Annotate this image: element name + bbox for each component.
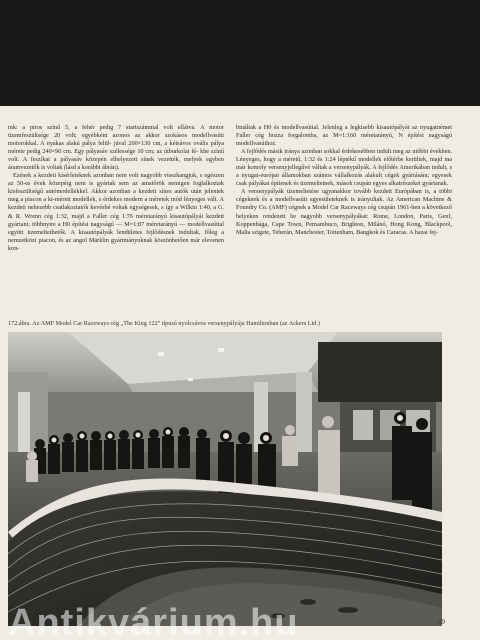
page-number: 69	[438, 618, 445, 626]
figure-caption: 172.ábra. Az AMF Model Car Raceways cég „The King 122" típusú nyolcsávos versenypályája Hamiltonban (az Ackers Ltd.)	[8, 320, 320, 327]
right-paragraph-3: A versenypályák üzemeltetése ugyanakkor tovább kezdett Európában is, a többi cégeknek és a modellvasúti egyesületeknek is irányultak. Az American Machine & Foundry Co. (AMF) cégnek a Model Car Raceways cég csupán 1961-ben a következő helyeken rendezett be nagyobb versenypályákat: Rome, London, Paris, Genf, Koppenhága, Cape Town, Pernambuco, Brighton, Milánó, Hong Kong, Blackpool, Malta szigete, Teherán, Manchester, Tottenham, Bangkok és Caracas. A hazai fej-	[236, 188, 452, 236]
watermark-text: Antikvárium.hu	[8, 602, 299, 640]
left-paragraph-2: Ezének a kezdeti kísérleteknek azonban nem volt nagyobb visszhangjuk, s egészen az 50-es évek közepéig nem is gyártak sem az amatőrök nemigen foglalkoztak kisfeszültségű autómodellekkel. Akkor azonban a kezdeti sínes autók után jelentek meg a piacon a ki-mérett modellek, s érdekes modern a méretek mód lényeges vált. A kezdeti nehezebb csatlakoztatók kevésbé voltak egységesek, s így a Wilkin 1:40, a G. & R. Wrenn cég 1:32, majd a Faller cég 1:76 méretarányú kisautópályái kezdett gyártani; többnyire a H0 építési nagyságú — M=1:87 méretarányú — modellvasúttal együtt üzemeltethetők. A kisautópályák lendületes fejlődésnek indultak, főleg a nemzetközi piacon, és az angol Märklin gyártmányuknak köszönhetően már elevenen kon-	[8, 172, 224, 252]
book-page	[0, 106, 480, 640]
left-paragraph-1: mk: a piros színű 5, a fehér pedig 7 startszámmal volt ellátva. A motor üzemfeszültsége 20 volt; egyébként azonos az akkor szokásos modellvasúti motorokkal. A nyakas alakú pálya felül- jával 200×130 cm, a kétsávos ovális pálya mérete pedig 240×90 cm. Egy pályasáv szélessége 10 cm; az útburkolat fé- kbe színű volt. A feszíkat a pályasáv közepén elhelyezett sínek vezették, melyek egyben áramvezetők is voltak (lásd a korábbi ábrán).	[8, 124, 224, 172]
raceway-photograph	[8, 332, 442, 626]
right-paragraph-1: bináltak a H0 és modellvasúttal. Jelenleg a legkisebb kisautópályát az nyugatnémet Faller cég hozza forgalomba, az M=1:160 méretarányú, N építési nagyságú modellvasúthoz.	[236, 124, 452, 148]
right-paragraph-2: A fejlődés másik iránya azonban sokkal érdekesebben indult meg az utóbbi években. Lényeges, hogy a méretű, 1:32 és 1:24 léptékű modellek előtérbe kerültek, majd ma már komoly versenyjellegűvé váltak a versenypályák. A fejlődés Amerikában indult, s a nyugat-európai államokban számos vállalkozás alakult cégek gyártására; egyesek csak pályákat építenek és üzemeltetnek, mások csupán egyes alkatrészeket gyártanak.	[236, 148, 452, 188]
